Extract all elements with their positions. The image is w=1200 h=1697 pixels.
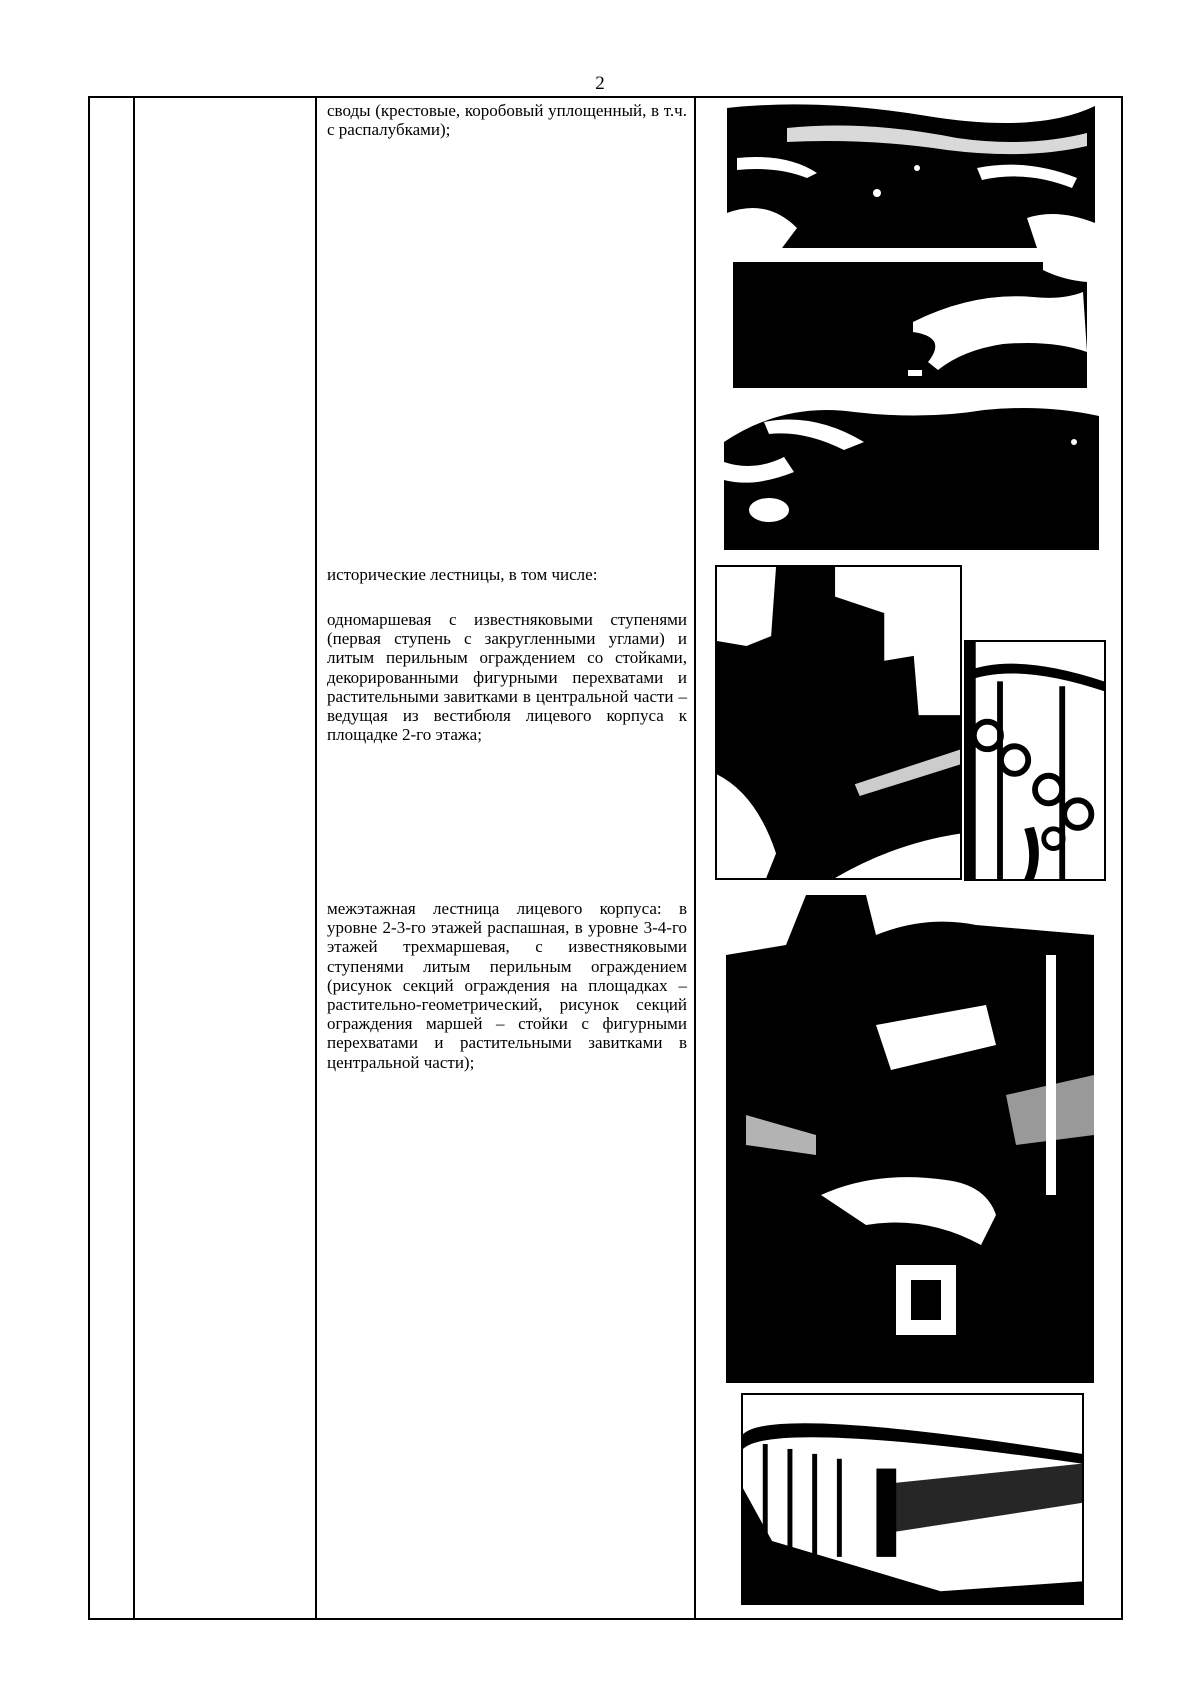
stair-1-text: одномаршевая с известняковыми ступенями (первая ступень с закругленными углами) и литым перильным ограждением со стойками, декорированными фигурными перехватами и растительными завитками в центральной части – ведущая из вестибюля лицевого корпуса к площадке 2-го этажа; — [327, 610, 687, 745]
column-divider — [133, 96, 135, 1620]
stair-photo-3 — [741, 1393, 1084, 1605]
vault-photo-3 — [724, 402, 1099, 550]
page-number: 2 — [595, 73, 605, 94]
stairs-heading: исторические лестницы, в том числе: — [327, 565, 598, 584]
column-divider — [694, 96, 696, 1620]
vault-photo-1 — [727, 98, 1095, 248]
railing-detail-photo — [964, 640, 1106, 881]
stair-2-text: межэтажная лестница лицевого корпуса: в уровне 2-3-го этажей распашная, в уровне 3-4-го этажей трехмаршевая, с известняковыми ступенями литым перильным ограждением (рисунок секций ограждения на площадках – растительно-геометрический, рисунок секций ограждения маршей – стойки с фигурными перехватами и растительными завитками в центральной части); — [327, 899, 687, 1072]
vault-photo-2 — [733, 262, 1087, 388]
stair-photo-2 — [726, 895, 1094, 1383]
vaults-text: своды (крестовые, коробовый уплощенный, в т.ч. с распалубками); — [327, 101, 687, 140]
stair-photo-1 — [715, 565, 962, 880]
column-divider — [315, 96, 317, 1620]
